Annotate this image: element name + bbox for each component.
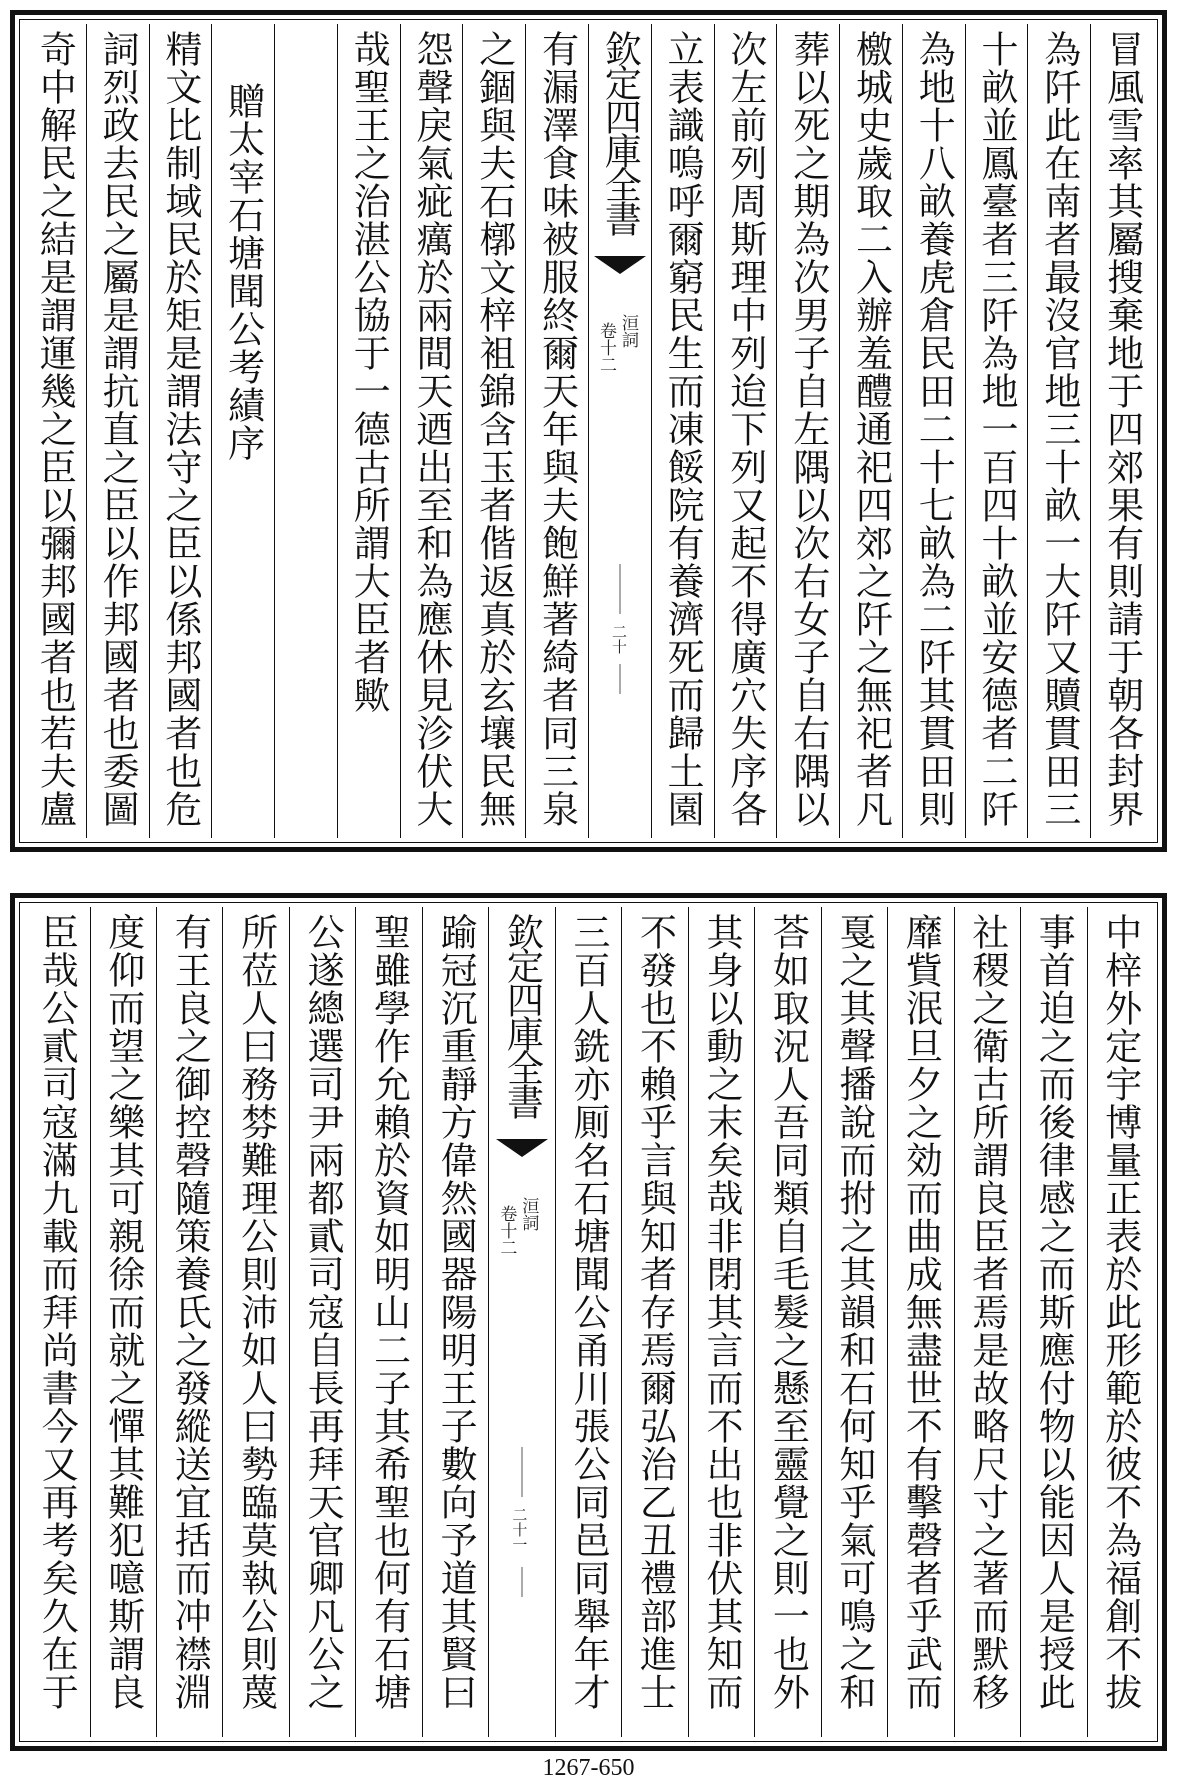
bottom-page-columns <box>24 907 1153 1737</box>
top-page-columns <box>24 24 1153 838</box>
text-column: 聖雖學作允賴於資如明山二子其希聖也何有石塘 <box>355 907 421 1737</box>
book-title-column <box>488 907 554 1737</box>
text-column: 立表識嗚呼爾窮民生而凍餒院有養濟死而歸土園 <box>651 24 714 838</box>
text-column: 社稷之衛古所謂良臣者焉是故略尺寸之著而默移 <box>954 907 1020 1737</box>
top-page <box>10 10 1167 852</box>
text-column: 荅如取況人吾同類自毛髮之懸至靈覺之則一也外 <box>754 907 820 1737</box>
text-column: 奇中解民之結是謂運幾之臣以彌邦國者也若夫盧 <box>33 30 77 828</box>
preface-title: 贈太宰石塘聞公考績序 <box>221 82 265 462</box>
text-column: 靡貲泯旦夕之効而曲成無盡世不有擊磬者乎武而 <box>887 907 953 1737</box>
divider-line <box>619 564 620 614</box>
text-column: 檄城史歲取二入辦羞醴通祀四郊之阡之無祀者凡 <box>839 24 902 838</box>
text-column: 戛之其聲播說而拊之其韻和石何知乎氣可鳴之和 <box>821 907 887 1737</box>
text-column: 為阡此在南者最沒官地三十畝一大阡又贖貫田三 <box>1027 24 1090 838</box>
volume-label: 卷十二 <box>595 322 616 373</box>
text-column: 十畝並鳳臺者三阡為地一百四十畝並安德者二阡 <box>965 24 1028 838</box>
text-column: 次左前列周斯理中列迨下列又起不得廣穴失序各 <box>714 24 777 838</box>
text-column: 有漏澤食味被服終爾天年與夫飽鮮著綺者同三泉 <box>525 24 588 838</box>
blank-column <box>274 24 337 838</box>
text-column: 冒風雪率其屬搜棄地于四郊果有則請于朝各封界 <box>1090 24 1153 838</box>
text-column: 有王良之御控磬隨策養氏之發縱送宜括而冲襟淵 <box>156 907 222 1737</box>
page-footer-number: 1267-650 <box>542 1755 635 1781</box>
text-column: 公遂總選司尹兩都貳司寇自長再拜天官卿凡公之 <box>289 907 355 1737</box>
divider-line <box>522 1567 523 1597</box>
fishtail-mark <box>496 1139 548 1157</box>
text-column: 怨聲戾氣疵癘於兩間天迺出至和為應休見沴伏大 <box>400 24 463 838</box>
book-title: 欽定四庫全書 <box>598 30 642 234</box>
page-number: 二十 <box>609 624 628 654</box>
book-title-column <box>588 24 651 838</box>
text-column: 精文比制域民於矩是謂法守之臣以係邦國者也危 <box>149 24 212 838</box>
fishtail-mark <box>594 256 646 274</box>
book-title: 欽定四庫全書 <box>500 913 544 1117</box>
text-column: 踰冠沉重靜方偉然國器陽明王子數向予道其賢曰 <box>422 907 488 1737</box>
text-column: 其身以動之末矣哉非閉其言而不出也非伏其知而 <box>688 907 754 1737</box>
divider-line <box>522 1447 523 1497</box>
volume-label: 卷十二 <box>496 1205 517 1256</box>
text-column: 不發也不賴乎言與知者存焉爾弘治乙丑禮部進士 <box>621 907 687 1737</box>
text-column: 詞烈政去民之屬是謂抗直之臣以作邦國者也委圖 <box>86 24 149 838</box>
text-column: 哉聖王之治湛公協于一德古所謂大臣者歟 <box>337 24 400 838</box>
text-column: 度仰而望之樂其可親徐而就之憚其難犯噫斯謂良 <box>90 907 156 1737</box>
text-column: 之錮與夫石槨文梓袓錦含玉者偕返真於玄壤民無 <box>462 24 525 838</box>
text-column: 所莅人曰務棼難理公則沛如人曰勢臨莫執公則蔑 <box>222 907 288 1737</box>
text-column: 三百人銑亦厠名石塘聞公甬川張公同邑同舉年才 <box>555 907 621 1737</box>
book-name: 洹詞 <box>518 1197 539 1231</box>
book-name: 洹詞 <box>617 314 638 348</box>
text-column: 臣哉公貳司寇滿九載而拜尚書今又再考矣久在于 <box>35 913 79 1711</box>
text-column: 中梓外定宇博量正表於此形範於彼不為福創不拔 <box>1087 907 1153 1737</box>
bottom-page <box>10 893 1167 1751</box>
divider-line <box>619 664 620 694</box>
text-column: 葬以死之期為次男子自左隅以次右女子自右隅以 <box>776 24 839 838</box>
text-column: 事首迫之而後律感之而斯應付物以能因人是授此 <box>1020 907 1086 1737</box>
page-number: 二十一 <box>510 1507 529 1552</box>
preface-title-column <box>211 24 274 838</box>
text-column: 為地十八畝養虎倉民田二十七畝為二阡其貫田則 <box>902 24 965 838</box>
